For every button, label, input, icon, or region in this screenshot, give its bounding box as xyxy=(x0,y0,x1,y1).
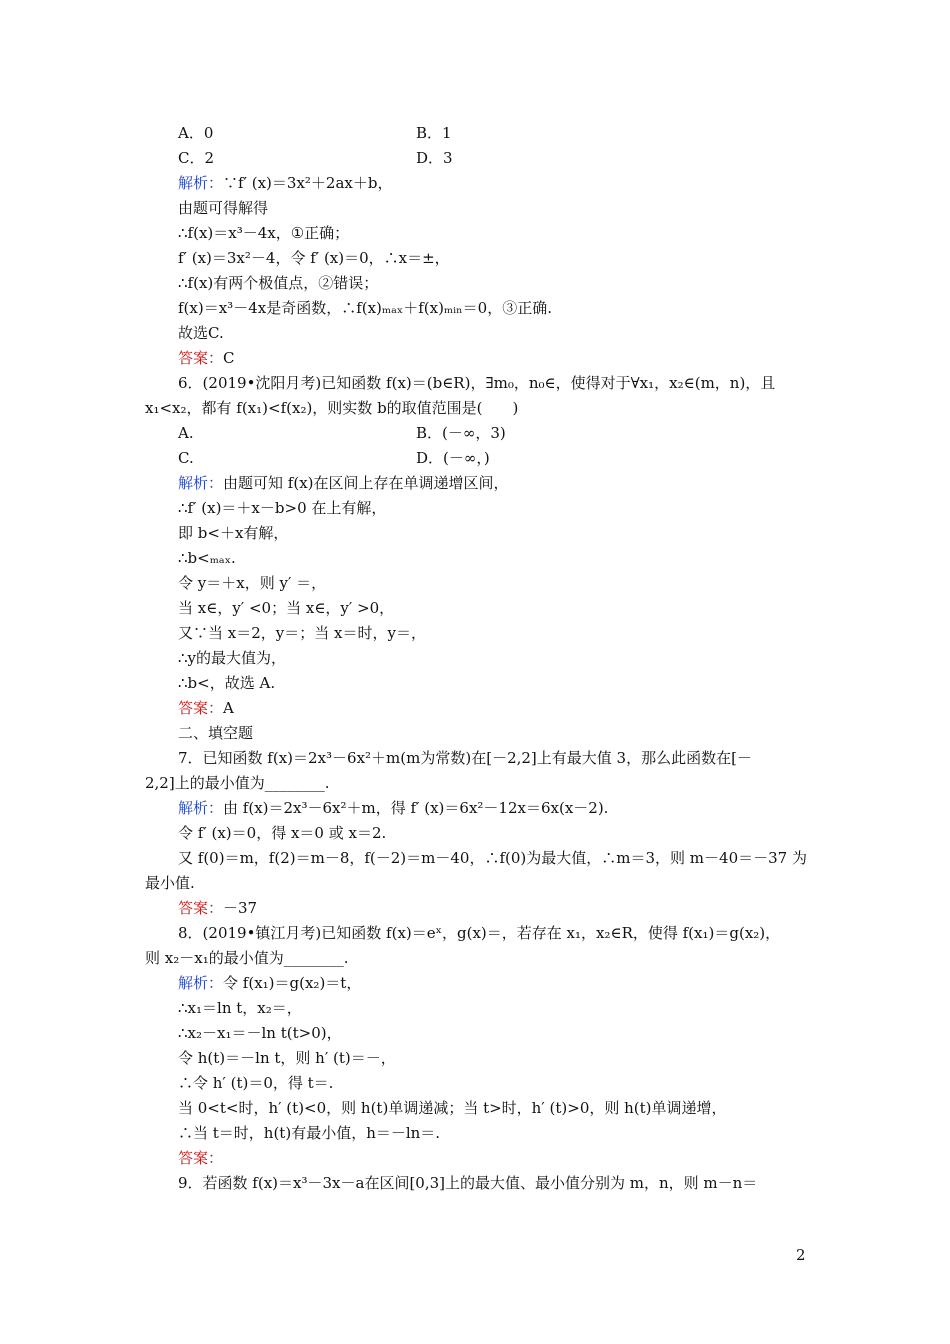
q5-solution-line: f(x)＝x³－4x是奇函数，∴f(x)ₘₐₓ＋f(x)ₘᵢₙ＝0，③正确. xyxy=(178,299,552,317)
q6-option-c: C. xyxy=(178,449,194,467)
q7-question-line: 7．已知函数 f(x)＝2x³－6x²＋m(m为常数)在[－2,2]上有最大值 3，那么此函数在[－ xyxy=(178,749,752,767)
q6-solution-line: 即 b<＋x有解， xyxy=(178,524,289,542)
answer-value: C xyxy=(223,349,235,367)
answer-label: 答案： xyxy=(178,349,224,367)
q5-solution-line: f′ (x)＝3x²－4，令 f′ (x)＝0，∴x＝±， xyxy=(178,249,450,267)
q8-solution-line xyxy=(178,972,361,994)
q5-option-a: A．0 xyxy=(178,124,214,142)
q8-solution-line: ∴x₂－x₁＝－ln t(t>0)， xyxy=(178,1024,342,1042)
q5-option-c: C．2 xyxy=(178,149,215,167)
solution-label: 解析： xyxy=(178,174,224,192)
q5-option-b: B．1 xyxy=(416,124,452,142)
q6-option-a: A. xyxy=(178,424,194,442)
q7-solution-line: 又 f(0)＝m，f(2)＝m－8，f(－2)＝m－40，∴f(0)为最大值，∴m＝3，则 m－40＝－37 为 xyxy=(178,849,807,867)
q9-question-line: 9．若函数 f(x)＝x³－3x－a在区间[0,3]上的最大值、最小值分别为 m，n，则 m－n＝ xyxy=(178,1174,758,1192)
q6-solution-line: 令 y＝＋x，则 y′ ＝， xyxy=(178,574,327,592)
q7-solution-line xyxy=(178,797,608,819)
q7-solution-line: 令 f′ (x)＝0，得 x＝0 或 x＝2. xyxy=(178,824,387,842)
q6-option-d: D．(－∞，) xyxy=(416,449,490,467)
q8-solution-line: 当 0<t<时，h′ (t)<0，则 h(t)单调递减；当 t>时，h′ (t)>0，则 h(t)单调递增， xyxy=(178,1099,727,1117)
q6-question-line: x₁<x₂，都有 f(x₁)<f(x₂)，则实数 b的取值范围是( ) xyxy=(145,399,519,417)
q5-solution-line xyxy=(178,172,392,194)
solution-text: 由题可知 f(x)在区间上存在单调递增区间， xyxy=(223,474,509,492)
section-heading: 二、填空题 xyxy=(178,724,254,742)
q6-solution-line: 当 x∈，y′ <0；当 x∈，y′ >0， xyxy=(178,599,395,617)
q8-solution-line: ∴令 h′ (t)＝0，得 t＝. xyxy=(178,1074,334,1092)
q7-solution-line: 最小值. xyxy=(145,874,195,892)
q6-answer-line xyxy=(178,697,234,719)
solution-text: ∵f′ (x)＝3x²＋2ax＋b， xyxy=(223,174,393,192)
page-number: 2 xyxy=(796,1246,806,1264)
solution-label: 解析： xyxy=(178,974,224,992)
q5-solution-line: 由题可得解得 xyxy=(178,199,269,217)
answer-value: A xyxy=(223,699,234,717)
solution-label: 解析： xyxy=(178,474,224,492)
q5-solution-line: ∴f(x)有两个极值点，②错误； xyxy=(178,274,379,292)
q5-solution-line: ∴f(x)＝x³－4x，①正确； xyxy=(178,224,350,242)
answer-value: －37 xyxy=(223,899,258,917)
solution-text: 令 f(x₁)＝g(x₂)＝t， xyxy=(223,974,362,992)
q7-question-line: 2,2]上的最小值为________. xyxy=(145,774,330,792)
q8-solution-line: ∴x₁＝ln t，x₂＝， xyxy=(178,999,302,1017)
q7-answer-line xyxy=(178,897,257,919)
solution-label: 解析： xyxy=(178,799,224,817)
q6-option-b: B．(－∞，3) xyxy=(416,424,506,442)
q6-solution-line: 又∵当 x＝2，y＝；当 x＝时，y＝， xyxy=(178,624,426,642)
q6-solution-line: ∴b<，故选 A. xyxy=(178,674,276,692)
q6-solution-line: ∴f′ (x)＝＋x－b>0 在上有解， xyxy=(178,499,387,517)
q8-question-line: 8．(2019•镇江月考)已知函数 f(x)＝eˣ，g(x)＝，若存在 x₁，x₂∈R，使得 f(x₁)＝g(x₂)， xyxy=(178,924,781,942)
q5-solution-line: 故选C. xyxy=(178,324,224,342)
q8-question-line: 则 x₂－x₁的最小值为________. xyxy=(145,949,349,967)
q5-option-d: D．3 xyxy=(416,149,453,167)
q6-solution-line: ∴y的最大值为， xyxy=(178,649,287,667)
q6-question-line: 6．(2019•沈阳月考)已知函数 f(x)＝(b∈R)，∃m₀，n₀∈，使得对于∀x₁，x₂∈(m，n)，且 xyxy=(178,374,776,392)
q8-answer-line xyxy=(178,1147,223,1169)
q5-answer-line xyxy=(178,347,235,369)
answer-label: 答案： xyxy=(178,899,224,917)
q8-solution-line: ∴当 t＝时，h(t)有最小值，h＝－ln＝. xyxy=(178,1124,441,1142)
q6-solution-line: ∴b<ₘₐₓ. xyxy=(178,549,236,567)
q6-solution-line xyxy=(178,472,509,494)
answer-label: 答案： xyxy=(178,699,224,717)
solution-text: 由 f(x)＝2x³－6x²＋m，得 f′ (x)＝6x²－12x＝6x(x－2). xyxy=(223,799,609,817)
q8-solution-line: 令 h(t)＝－ln t，则 h′ (t)＝－， xyxy=(178,1049,396,1067)
answer-label: 答案： xyxy=(178,1149,224,1167)
